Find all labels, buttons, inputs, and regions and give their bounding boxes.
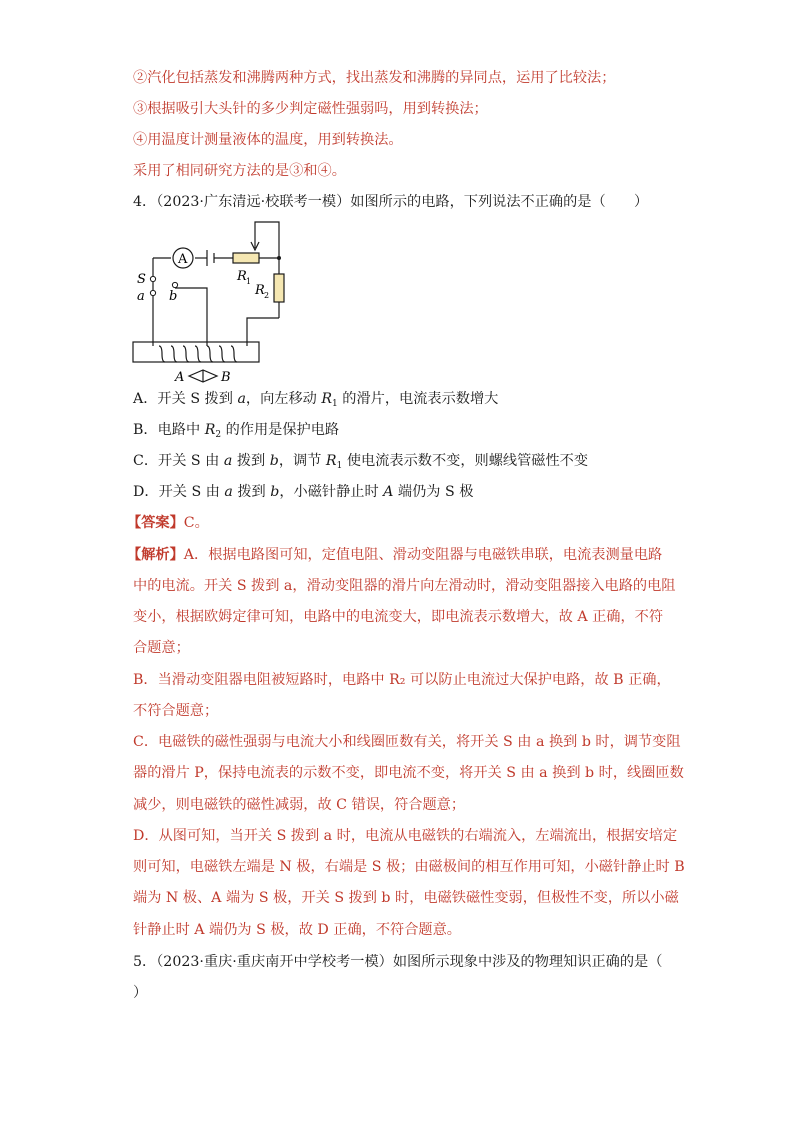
text-line: ②汽化包括蒸发和沸腾两种方式，找出蒸发和沸腾的异同点，运用了比较法； [133, 70, 616, 86]
analysis-line: 端为 N 极、A 端为 S 极，开关 S 拨到 b 时，电磁铁磁性变弱，但极性不变，所以小磁 [133, 890, 679, 906]
option-d: D．开关 S 由 a 拨到 b，小磁针静止时 A 端仍为 S 极 [133, 484, 474, 500]
switch-label: S [137, 272, 146, 287]
analysis-line: 中的电流。开关 S 拨到 a，滑动变阻器的滑片向左滑动时，滑动变阻器接入电路的电阻 [133, 578, 676, 594]
r1-sub-label: 1 [246, 277, 252, 286]
analysis-line: D．从图可知，当开关 S 拨到 a 时，电流从电磁铁的右端流入，左端流出，根据安培定 [133, 828, 678, 844]
analysis-line: 合题意； [133, 640, 190, 656]
r2-label: R [255, 283, 265, 298]
analysis-line: 针静止时 A 端仍为 S 极，故 D 正确，不符合题意。 [133, 922, 461, 938]
question-5-stem: 5．（2023·重庆·重庆南开中学校考一模）如图所示现象中涉及的物理知识正确的是（ [133, 954, 663, 970]
analysis-line: 则可知，电磁铁左端是 N 极，右端是 S 极；由磁极间的相互作用可知，小磁针静止时 B [133, 859, 685, 875]
analysis-line: C．电磁铁的磁性强弱与电流大小和线圈匝数有关，将开关 S 由 a 换到 b 时，调节变阻 [133, 734, 681, 750]
circuit-diagram [131, 218, 270, 385]
analysis-line: B．当滑动变阻器电阻被短路时，电路中 R₂ 可以防止电流过大保护电路，故 B 正确， [133, 672, 671, 688]
end-b-label: B [221, 370, 231, 385]
contact-b-label: b [169, 289, 178, 304]
analysis-line: 不符合题意； [133, 703, 219, 719]
analysis-line: 变小，根据欧姆定律可知，电路中的电流变大，即电流表示数增大，故 A 正确，不符 [133, 609, 664, 625]
analysis-line: 【解析】A．根据电路图可知，定值电阻、滑动变阻器与电磁铁串联，电流表测量电路 [127, 547, 663, 563]
contact-a-label: a [137, 289, 145, 304]
analysis-line: 器的滑片 P，保持电流表的示数不变，即电流不变，将开关 S 由 a 换到 b 时，线圈匝数 [133, 765, 684, 781]
ammeter-label: A [178, 252, 188, 267]
option-b: B．电路中 $R_2$ 的作用是保护电路 [133, 422, 340, 440]
text-line: ④用温度计测量液体的温度，用到转换法。 [133, 132, 403, 148]
answer-line: 【答案】C。 [127, 515, 209, 531]
analysis-line: 减少，则电磁铁的磁性减弱，故 C 错误，符合题意； [133, 797, 466, 813]
option-c: C．开关 S 由 a 拨到 b，调节 $R_1$ 使电流表示数不变，则螺线管磁性不变 [133, 453, 589, 471]
end-a-label: A [175, 370, 185, 385]
r2-sub-label: 2 [264, 291, 270, 300]
question-5-stem-end: ） [133, 985, 148, 1001]
r1-label: R [237, 269, 247, 284]
text-line: ③根据吸引大头针的多少判定磁性强弱吗，用到转换法； [133, 101, 488, 117]
option-a: A．开关 S 拨到 a，向左移动 $R_1$ 的滑片，电流表示数增大 [133, 391, 499, 409]
conclusion-line: 采用了相同研究方法的是③和④。 [133, 163, 346, 179]
question-4-stem: 4．（2023·广东清远·校联考一模）如图所示的电路，下列说法不正确的是（ ） [133, 194, 649, 210]
